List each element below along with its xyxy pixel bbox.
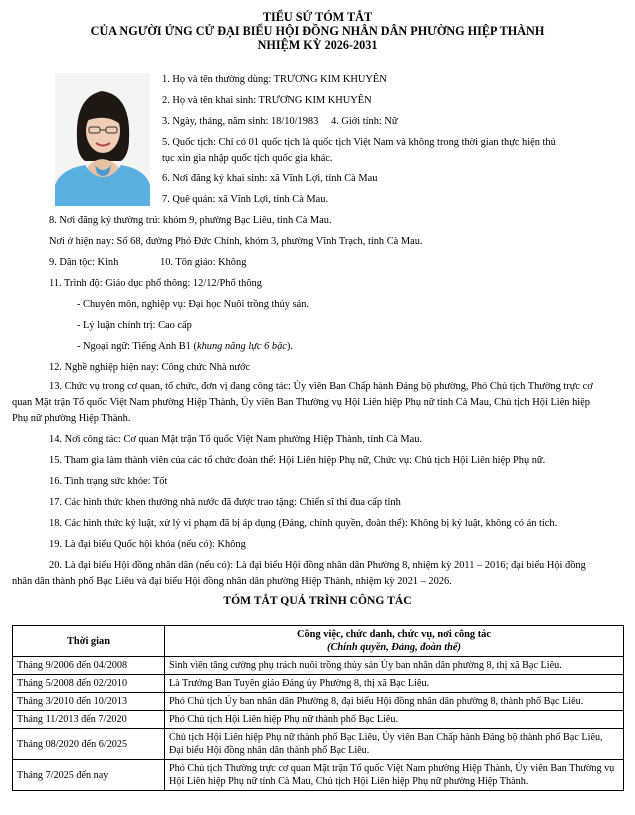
row-description: Phó Chủ tịch Hội Liên hiệp Phụ nữ thành phố Bạc Liêu. — [165, 711, 624, 729]
row-time: Tháng 11/2013 đến 7/2020 — [13, 711, 165, 729]
field-birth-registration: 6. Nơi đăng ký khai sinh: xã Vĩnh Lợi, tỉnh Cà Mau — [162, 173, 378, 184]
field-organizations: 15. Tham gia làm thành viên của các tổ chức đoàn thể: Hội Liên hiệp Phụ nữ, Chức vụ: Chủ tịch Hội Liên hiệp Phụ nữ. — [49, 455, 546, 466]
row-description: Phó Chủ tịch Ủy ban nhân dân Phường 8, đại biểu Hội đồng nhân dân phường 8, thành phố Bạc Liêu. — [165, 693, 624, 711]
table-row — [13, 657, 624, 675]
col-header-description-sub: (Chính quyền, Đảng, đoàn thể) — [327, 642, 461, 653]
field-health: 16. Tình trạng sức khỏe: Tốt — [49, 476, 168, 487]
field-national-assembly: 19. Là đại biểu Quốc hội khóa (nếu có): Không — [49, 539, 246, 550]
portrait-photo — [55, 73, 150, 206]
table-row — [13, 711, 624, 729]
col-header-description — [165, 626, 624, 657]
field-common-name: 1. Họ và tên thường dùng: TRƯƠNG KIM KHUYÊN — [162, 74, 387, 85]
field-hometown: 7. Quê quán: xã Vĩnh Lợi, tỉnh Cà Mau. — [162, 194, 329, 205]
table-row — [13, 729, 624, 760]
title-line-1: TIỂU SỬ TÓM TẮT — [262, 10, 373, 24]
work-history-title: TÓM TẮT QUÁ TRÌNH CÔNG TÁC — [223, 594, 412, 607]
row-description: Phó Chủ tịch Thường trực cơ quan Mặt trận Tổ quốc Việt Nam phường Hiệp Thành, Ủy viên Ban Thường vụ Hội Liên hiệp Phụ nữ tỉnh Cà Mau, Chủ tịch Hội Liên hiệp Phụ nữ phường Hiệp Thành. — [165, 760, 624, 791]
field-position-3: Phụ nữ phường Hiệp Thành. — [12, 413, 131, 424]
row-description: Chủ tịch Hội Liên hiệp Phụ nữ thành phố Bạc Liêu, Ủy viên Ban Chấp hành Đảng bộ thành phố Bạc Liêu, Đại biểu Hội đồng nhân dân thành phố Bạc Liêu. — [165, 729, 624, 760]
field-education: 11. Trình độ: Giáo dục phổ thông: 12/12/Phổ thông — [49, 278, 262, 289]
field-birth-date: 3. Ngày, tháng, năm sinh: 18/10/1983 — [162, 116, 319, 127]
table-header-row — [13, 626, 624, 657]
field-ethnicity: 9. Dân tộc: Kinh — [49, 257, 119, 268]
field-workplace: 14. Nơi công tác: Cơ quan Mặt trận Tổ quốc Việt Nam phường Hiệp Thành, tỉnh Cà Mau. — [49, 434, 422, 445]
col-header-description-main: Công việc, chức danh, chức vụ, nơi công tác — [296, 629, 491, 640]
row-time: Tháng 3/2010 đến 10/2013 — [13, 693, 165, 711]
table-row — [13, 760, 624, 791]
row-time: Tháng 08/2020 đến 6/2025 — [13, 729, 165, 760]
field-permanent-residence: 8. Nơi đăng ký thường trú: khóm 9, phường Bạc Liêu, tỉnh Cà Mau. — [49, 215, 332, 226]
field-religion: 10. Tôn giáo: Không — [160, 257, 247, 268]
field-foreign-language — [77, 340, 293, 353]
row-time: Tháng 5/2008 đến 02/2010 — [13, 675, 165, 693]
foreign-language-level: khung năng lực 6 bậc — [196, 341, 287, 352]
table-row — [13, 675, 624, 693]
field-gender: 4. Giới tính: Nữ — [331, 116, 398, 127]
field-birth-name: 2. Họ và tên khai sinh: TRƯƠNG KIM KHUYÊN — [162, 95, 372, 106]
field-discipline: 18. Các hình thức kỷ luật, xử lý vi phạm đã bị áp dụng (Đảng, chính quyền, đoàn thể): Không bị kỷ luật, không có án tích. — [49, 518, 558, 529]
row-description: Sinh viên tăng cường phụ trách nuôi trồng thủy sản Ủy ban nhân dân phường 8, thị xã Bạc Liêu. — [165, 657, 624, 675]
work-history-table — [12, 625, 624, 791]
field-specialty: - Chuyên môn, nghiệp vụ: Đại học Nuôi trồng thủy sản. — [77, 299, 310, 310]
field-awards: 17. Các hình thức khen thưởng nhà nước đã được trao tặng: Chiến sĩ thi đua cấp tỉnh — [49, 497, 401, 508]
field-council-member-1: 20. Là đại biểu Hội đồng nhân dân (nếu có): Là đại biểu Hội đồng nhân dân Phường 8, nhiệm kỳ 2011 – 2016; đại biểu Hội đồng — [49, 560, 586, 571]
field-position-1: 13. Chức vụ trong cơ quan, tổ chức, đơn vị đang công tác: Ủy viên Ban Chấp hành Đảng bộ phường, Phó Chủ tịch Thường trực cơ — [49, 381, 593, 392]
foreign-language-text: - Ngoại ngữ: Tiếng Anh B1 ( — [77, 341, 197, 352]
field-nationality: 5. Quốc tịch: Chỉ có 01 quốc tịch là quốc tịch Việt Nam và không trong thời gian thực hiện thủ — [162, 137, 556, 148]
field-current-residence: Nơi ở hiện nay: Số 68, đường Phó Đức Chính, khóm 3, phường Vĩnh Trạch, tỉnh Cà Mau. — [49, 236, 423, 247]
table-row — [13, 693, 624, 711]
field-nationality-cont: tục xin gia nhập quốc tịch quốc gia khác. — [162, 153, 333, 164]
row-time: Tháng 7/2025 đến nay — [13, 760, 165, 791]
field-political-theory: - Lý luận chính trị: Cao cấp — [77, 320, 192, 331]
field-occupation: 12. Nghề nghiệp hiện nay: Công chức Nhà nước — [49, 362, 251, 373]
field-council-member-2: nhân dân thành phố Bạc Liêu và đại biểu Hội đồng nhân dân phường Hiệp Thành, nhiệm kỳ 2021 – 2026. — [12, 576, 452, 587]
title-line-3: NHIỆM KỲ 2026-2031 — [257, 38, 378, 52]
title-line-2: CỦA NGƯỜI ỨNG CỬ ĐẠI BIỂU HỘI ĐỒNG NHÂN DÂN PHƯỜNG HIỆP THÀNH — [90, 24, 545, 38]
field-position-2: quan Mặt trận Tổ quốc Việt Nam phường Hiệp Thành, Ủy viên Ban Thường vụ Hội Liên hiệp Phụ nữ tỉnh Cà Mau, Chủ tịch Hội Liên hiệp — [12, 397, 590, 408]
row-time: Tháng 9/2006 đến 04/2008 — [13, 657, 165, 675]
col-header-time: Thời gian — [13, 626, 165, 657]
foreign-language-close: ). — [286, 341, 293, 352]
row-description: Là Trưởng Ban Tuyên giáo Đảng ủy Phường 8, thị xã Bạc Liêu. — [165, 675, 624, 693]
